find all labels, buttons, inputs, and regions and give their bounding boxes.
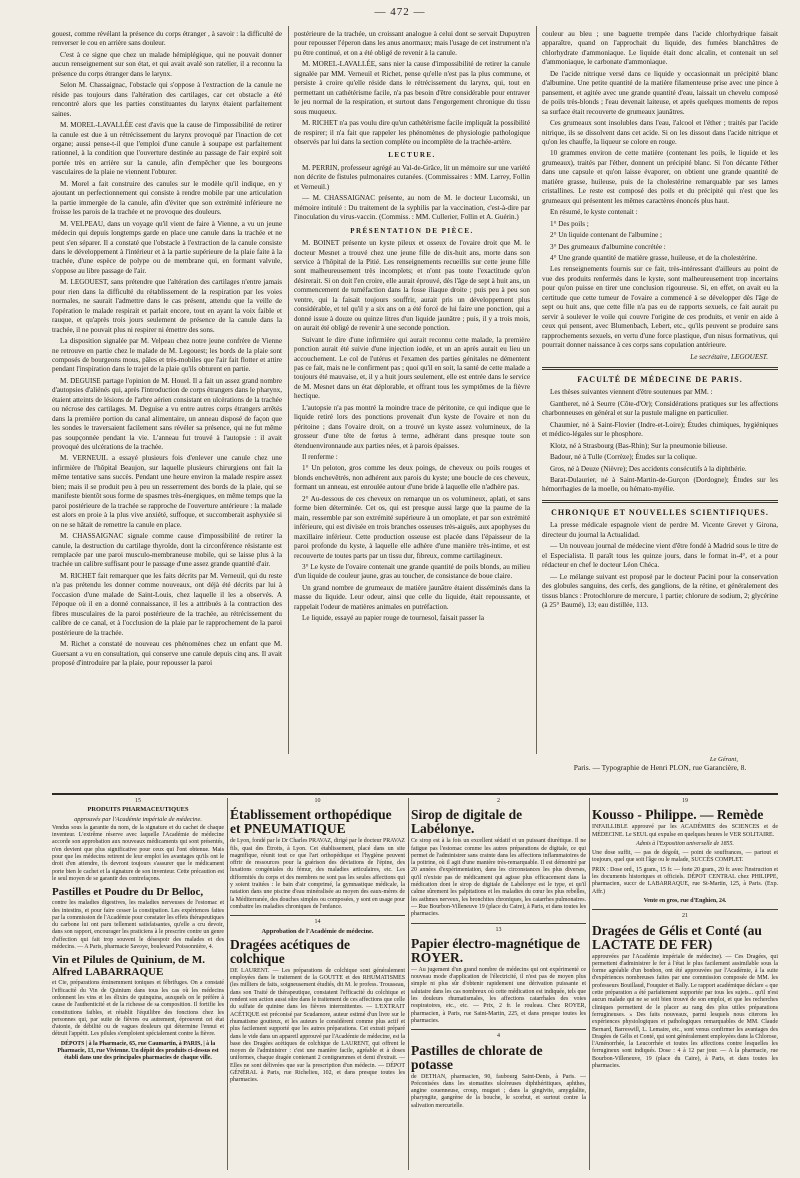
advert-column-3 xyxy=(411,798,586,1170)
paragraph: Chaumier, né à Saint-Flovier (Indre-et-Loire); Études chimiques, hygiéniques et médico-légales sur le phosphore. xyxy=(542,420,778,439)
paragraph: Les thèses suivantes viennent d'être soutenues par MM. : xyxy=(550,388,713,397)
signature: Le secrétaire, LEGOUEST. xyxy=(690,352,768,361)
ad-title-quinium: Vin et Pilules de Quinium, de M. Alfred LABARRAQUE xyxy=(52,954,205,979)
paragraph: 1° Un peloton, gros comme les deux poings, de cheveux ou poils rouges et blonds enchevêtrés, non adhérent aux parois du kyste; une boucle de ces cheveux, formant un anneau, est enroulée autour d'une bride à laquelle elle n'adhère pas. xyxy=(294,464,530,492)
gerant-label: Le Gérant, xyxy=(709,756,738,763)
section-heading-piece: PRÉSENTATION DE PIÈCE. xyxy=(350,226,474,235)
paragraph: M. RICHET n'a pas voulu dire qu'un cathétérisme facile impliquât la possibilité de respirer; il n'a fait que rappeler les phénomènes de physiologie pathologique observés par lui dans la section complète ou incomplète de la trachée-artère. xyxy=(294,119,530,146)
ad-title-dragees-colchique: Dragées acétiques de colchique xyxy=(230,936,350,966)
ad-title-kousso: Kousso - Philippe. — Remède xyxy=(592,807,764,823)
ad-text: de Lyon, fondé par le Dr Charles PRAVAZ, dirigé par le docteur PRAVAZ fils, quai des Étroits, à Lyon. Cet établissement, placé dans un site magnifique, réunit tout ce que l'art orthopédique et l'hygiène peuvent offrir de ressources pour la guérison des déviations de l'épine, des luxations congéniales du fémur, des maladies articulaires, etc. Les difformités du corps et des membres ne sont pas les seules affections qui y soient traitées : le bain d'air comprimé, la gymnastique médicale, la natation dans une piscine d'eau minéralisée au moyen des eaux-mères de la Méditerranée, des douches simples ou composées, y sont en usage pour combattre les maladies chroniques de l'enfance. xyxy=(230,838,405,910)
section-heading-lecture: LECTURE. xyxy=(388,151,436,160)
printer-footer xyxy=(542,756,778,772)
paragraph: Gros, né à Deuze (Nièvre); Des accidents consécutifs à la diphthérie. xyxy=(550,464,747,473)
paragraph: M. VERNEUIL a essayé plusieurs fois d'enlever une canule chez une infirmière de l'hôpital Beaujon, sur laquelle plusieurs chirurgiens ont fait la même tentative sans succès. Pendant une heure environ la malade respire assez bien; mais il se produit peu à peu un resserrement des bords de la plaie, qui se manifeste bientôt sous forme de spasmes très-énergiques, en même temps que la paroi postérieure de la trachée se rapproche de l'ouverture antérieure : la malade est alors en proie à la plus vive anxiété, suffoque, et succomberait asphyxiée si on ne se hâtait de remettre la canule en place. xyxy=(52,454,282,529)
divider xyxy=(542,367,778,370)
paragraph: Il renferme : xyxy=(302,453,338,462)
section-heading-chronique: CHRONIQUE ET NOUVELLES SCIENTIFIQUES. xyxy=(551,507,769,517)
paragraph: Les renseignements fournis sur ce fait, très-intéressant d'ailleurs au point de vue des produits renfermés dans le kyste, sont malheureusement trop incertains pour qu'on puisse en tirer une conclusion rigoureuse. Si, en effet, on avait eu la certitude que cette tumeur de l'ovaire a commencé à se développer dès l'âge de sept ou huit ans, que cette fille n'a pas eu de rapports sexuels, ce fait aurait pu servir à soulever le voile qui couvre l'origine de ces produits, et venir en aide à ceux qui pensent, avec Blumenbach, Lebert, etc., qu'ils peuvent se produire sans rapprochements sexuels, en vertu d'une force plastique, d'un nisus formativus, qui pourrait donner naissance à ces corps sans copulation antérieure. xyxy=(542,265,778,350)
ad-number: 10 xyxy=(314,798,321,804)
ad-text: de DETHAN, pharmacien, 90, faubourg Saint-Denis, à Paris. — Préconisées dans les stomatites ulcéreuses diphthéritiques, aphthes, angine couenneuse, croup, muguet ; dans la gingivite, amygdalite, pharyngite, gangrène de la bouche, le scorbut, et surtout contre la salivation mercurielle. xyxy=(411,1073,586,1109)
column-divider xyxy=(227,798,228,1170)
ad-title-belloc: Pastilles et Poudre du Dr Belloc, xyxy=(52,886,204,899)
paragraph: M. CHASSAIGNAC signale comme cause d'impossibilité de retirer la canule, la destruction du cartilage thyroïde, dont la circonférence résistante est remplacée par une paroi musculo-membraneuse mobile, qui se laisse plus à la trachée un calibre suffisant pour le passage d'une assez grande quantité d'air. xyxy=(52,532,282,569)
ad-number: 15 xyxy=(135,798,141,804)
paragraph: 2° Au-dessous de ces cheveux on remarque un os volumineux, aplati, et sans forme bien déterminée. Cet os, qui est presque aussi large que la paume de la main, ressemble par son extrémité supérieure à un omoplate, et par son extrémité inférieure, qui est divisée en trois branches osseuses très-aiguës, aux apophyses du maxillaire inférieur. Cette production osseuse est placée dans l'épaisseur de la paroi profonde du kyste, à laquelle elle adhère d'une manière très-intime, et est recouverte de toutes parts par un tissu dur, fibreux, comme cartilagineux. xyxy=(294,494,530,560)
ad-text: Ce sirop est à la fois un excellent sédatif et un puissant diurétique. Il ne fatigue pas l'estomac comme les autres préparations de digitale, ce qui permet de l'administrer sans crainte dans les affections inflammatoires de la poitrine, où il agit d'une manière très-remarquable. Il est démontré par 20 années d'expérimentation, dans les circonstances les plus diverses, qu'il n'existe pas de médicament qui agisse plus efficacement dans la médication dont le sirop de digitale de Labélonye est le type, et qu'il calme sûrement les palpitations et les maladies du cœur les plus rebelles, les asthmes nerveux, les bronchites chroniques, les catarrhes pulmonaires. — Rue Bourbon-Villeneuve 19 (place du Caire), à Paris, et dans toutes les pharmacies. xyxy=(411,838,586,918)
paragraph: — Le mélange suivant est proposé par le docteur Pacini pour la conservation des globules sanguins, des cerfs, des ganglions, de la rétine, et généralement des tissus blancs : Protochlorure de mercure, 1 partie; chlorure de sodium, 2; glycérine (à 25° Baumé), 13; eau distillée, 113. xyxy=(542,572,778,610)
advert-column-4 xyxy=(592,798,778,1170)
ad-approbation: Approbation de l'Académie de médecine. xyxy=(261,927,374,935)
divider xyxy=(542,500,778,503)
ad-text: approuvées par l'Académie impériale de médecine). — Ces Dragées, qui permettent d'administrer le fer à l'état le plus facilement assimilable sous la forme agréable d'un bonbon, ont été approuvées par l'Académie, à la suite d'expériences nombreuses faites par une commission composée de MM. les professeurs Bouillaud, Fouquier et Bally. Le rapport académique déclare « que cette préparation a été parfaitement supportée par tous les sujets... qu'il n'est aucun malade qui ne se soit bien trouvé de son emploi, et que les recherches cliniques permettent de le placer au rang des plus utiles préparations ferrugineuses. » Des faits nouveaux, parmi lesquels nous citerons les expériences physiologiques et pathologiques remarquables de MM. Claude Bernard, Barreswill, L. Lemaire, etc., sont venus confirmer les avantages des Dragées de Gélis et Conté, qui sont généralement employées dans la Chlorose, l'Aménorrhée, la Leucorrhée et toutes les affections contre lesquelles les ferrugineux sont indiqués. Dose : 4 à 12 par jour. — A la pharmacie, rue Bourbon-Villeneuve, 19 (place du Caire), à Paris, et dans toutes les pharmacies. xyxy=(592,953,778,1070)
ad-text: contre les maladies digestives, les maladies nerveuses de l'estomac et des intestins, et pour faire cesser la constipation. Les expériences faites par la commission de l'Académie pour constater les effets thérapeutiques du carbone lui ont paru tellement satisfaisantes, qu'elle a cru devoir, dans son rapport, encourager les praticiens à le prescrire contre un genre d'affection qui fait trop souvent le désespoir des malades et des médecins. — A Paris, pharmacie Savoye, boulevard Poissonnière, 4. xyxy=(52,900,224,951)
paragraph: La disposition signalée par M. Velpeau chez notre jeune confrère de Vienne ne retrouve en partie chez le malade de M. Legouest; les bords de la plaie sont composés de bourgeons mous, pâles et très-mobiles que l'air fait flotter et attire pendant l'inspiration dans le trajet de la plaie qu'ils obturent en partie. xyxy=(52,337,282,374)
paragraph: 1° Des poils ; xyxy=(550,219,589,228)
ad-text: DE LAURENT. — Les préparations de colchique sont généralement employées dans le traitement de la GOUTTE et des RHUMATISMES (les milliers de faits, soigneusement étudiés, dit M. le profess. Trousseau, dans son Traité de thérapeutique, constatent l'efficacité du colchique et rendent son action aussi sûre dans le traitement de ces affections que celle du sulfate de quinine dans les fièvres intermittentes. — L'EXTRAIT ACÉTIQUE est préconisé par Scudamore, auteur estimé d'un livre sur le rhumatisme goutteux, et les auteurs le considèrent comme plus actif et plus facilement supporté que les autres préparations. Cet extrait préparé dans le vide dans un appareil approuvé par l'Académie de médecine, est la base des Dragées acétiques de colchique de LAURENT, qui offrent le moyen de l'administrer : c'est une manière facile, agréable et à doses uniformes, chaque dragée contenant 2 centigrammes et demi d'extrait. — Elles ne sont délivrées que sur la prescription d'un médecin. — DÉPOT GÉNÉRAL à Paris, rue Richelieu, 102, et dans presque toutes les pharmacies. xyxy=(230,967,405,1084)
ad-separator xyxy=(230,915,405,916)
paragraph: M. LEGOUEST, sans prétendre que l'altération des cartilages n'entre jamais pour rien dans la difficulté du rétablissement de la respiration par les voies normales, ne saurait l'admettre dans le cas présent, attendu que la veille de l'opération le malade respirait et parlait encore, tout en ayant la voix faible et rauque, et qu'après trois jours seulement de présence de la canule dans la trachée, il ne pouvait plus ni respirer ni émettre des sons. xyxy=(52,278,282,334)
paragraph: En résumé, le kyste contenait : xyxy=(550,208,638,217)
ad-depots: DÉPOTS | à la Pharmacie, 65, rue Caumartin, à PARIS, | à la Pharmacie, 13, rue Vivienne. Un dépôt des produits ci-dessus est établi dans une des principales pharmacies de chaque ville. xyxy=(57,1040,219,1062)
imprint: Paris. — Typographie de Henri PLON, rue Garancière, 8. xyxy=(573,763,747,772)
paragraph: Selon M. Chassaignac, l'obstacle qui s'oppose à l'extraction de la canule ne réside pas toujours dans l'altération des cartilages, car cet obstacle a été rencontré alors que les parties constituantes du larynx étaient parfaitement saines. xyxy=(52,81,282,118)
paragraph: gouest, comme révélant la présence du corps étranger , à savoir : la difficulté de renverser le cou en arrière sans douleur. xyxy=(52,30,282,48)
column-divider xyxy=(536,26,537,754)
paragraph: M. PERRIN, professeur agrégé au Val-de-Grâce, lit un mémoire sur une variété non décrite de fistules pulmonaires cutanées. (Commissaires : MM. Larrey, Follin et Verneuil.) xyxy=(294,163,530,191)
paragraph: — Un nouveau journal de médecine vient d'être fondé à Madrid sous le titre de el Especialista. Il paraît tous les quinze jours, dans le format in-4°, et a pour rédacteur en chef le docteur Léon Chéca. xyxy=(542,542,778,570)
ad-title-sirop: Sirop de digitale de Labélonye. xyxy=(411,807,523,837)
paragraph: 2° Un liquide contenant de l'albumine ; xyxy=(550,231,663,240)
column-divider xyxy=(288,26,289,754)
ad-number: 4 xyxy=(497,1033,500,1040)
ad-title-etablissement: Établissement orthopédique et PNEUMATIQUE xyxy=(230,807,392,837)
ad-text: Admis à l'Exposition universelle de 1855. xyxy=(636,840,734,847)
ad-separator xyxy=(592,909,778,910)
ad-number: 14 xyxy=(314,919,321,926)
advert-divider xyxy=(52,793,778,795)
ad-text: PRIX : Dose ord., 15 gram., 15 fr. — forte 20 gram., 20 fr. avec l'instruction et les documents historiques et officiels. DÉPOT CENTRAL chez PHILIPPE, pharmacien, succr de LABARRAQUE, rue St-Martin, 125, à Paris. (Exp. Affr.) xyxy=(592,866,778,895)
paragraph: C'est à ce signe que chez un malade hémiplégique, qui ne pouvait donner aucun renseignement sur son état, et qui avait avalé son ratelier, il a reconnu la présence du corps étranger dans le larynx. xyxy=(52,50,282,78)
paragraph: Un grand nombre de grumeaux de matière jaunâtre étaient disséminés dans la masse du liquide. Leur odeur, ainsi que celle du liquide, était repoussante, et rappelait l'odeur de matières animales en putréfaction. xyxy=(294,583,530,611)
paragraph: 10 grammes environ de cette matière (contenant les poils, le liquide et les grumeaux), traités par l'éther, donnent un précipité blanc. Si l'on décante l'éther dans une capsule et qu'on laisse évaporer, on obtient une grande quantité de matière grasse, huileuse, puis de la cholestérine remarquable par ses lames cristallines. Le reste est composé des poils et du précipité qui n'est que les grumeaux qui présentent les mêmes caractères énoncés plus haut. xyxy=(542,149,778,205)
ad-number: 19 xyxy=(682,798,688,804)
column-divider xyxy=(589,798,590,1170)
paragraph: De l'acide nitrique versé dans ce liquide y occasionnait un précipité blanc d'albumine. Une petite quantité de la matière filamenteuse prise avec une pince à pansement, et agitée avec une grande quantité d'eau, laissait un chevelu composé de poils très-blonds ; l'eau devenait laiteuse, et après quelques moments de repos sa surface était recouverte de grumeaux jaunâtres. xyxy=(542,69,778,116)
paragraph: M. RICHET fait remarquer que les faits décrits par M. Verneuil, qui du reste n'a pas prétendu les donner comme nouveaux, ont déjà été décrits par lui à l'occasion d'une malade de Saint-Louis, chez laquelle il les a observés. A l'époque où il en a donné connaissance, il les a attribués à la contraction des fibres musculaires de la paroi postérieure de la trachée, au rétrécissement du calibre de ce canal, et à l'occlusion de la plaie par le rapprochement de la paroi postérieure de la trachée. xyxy=(52,571,282,637)
ad-number: 13 xyxy=(495,926,502,933)
paragraph: Barat-Dulaurier, né à Saint-Martin-de-Gurçon (Dordogne); Études sur les hémorrhagies de la moelle, ou hémato-myélie. xyxy=(542,476,778,494)
paragraph: Ces grumeaux sont insolubles dans l'eau, l'alcool et l'éther ; traités par l'acide nitrique, ils se dissolvent dans cet acide. Si on les dissout dans l'acide nitrique et qu'on les chauffe, la liqueur se colore en rouge. xyxy=(542,119,778,146)
paragraph: 3° Le kyste de l'ovaire contenait une grande quantité de poils blonds, au milieu d'un liquide de couleur jaune, gras au toucher, de consistance de boue claire. xyxy=(294,563,530,581)
ad-title-papier: Papier électro-magnétique de ROYER. xyxy=(411,935,580,965)
page-number: — 472 — xyxy=(374,6,426,18)
column-divider xyxy=(408,798,409,1170)
ad-text: Vente en gros, rue d'Enghien, 24. xyxy=(643,897,727,904)
ad-title-pastilles: Pastilles de chlorate de potasse xyxy=(411,1042,543,1072)
ad-heading: PRODUITS PHARMACEUTIQUES xyxy=(87,806,189,814)
paragraph: Badour, né à Tulle (Corrèze); Études sur la colique. xyxy=(550,453,697,462)
paragraph: M. Richet a constaté de nouveau ces phénomènes chez un enfant que M. Guersant a vu en consultation, qui conserve une canule depuis cinq ans. Il avait proposé d'introduire par la plaie, pour repousser la paroi xyxy=(52,640,282,667)
article-column-2 xyxy=(294,30,530,750)
paragraph: La presse médicale espagnole vient de perdre M. Vicente Grevet y Girona, directeur du journal la Actualidad. xyxy=(542,521,778,539)
paragraph: M. DEGUISE partage l'opinion de M. Houel. Il a fait un assez grand nombre d'autopsies d'aliénés qui, après l'introduction de corps étrangers dans le pharynx, étaient atteints de lésions de l'arbre aérien consistant en ulcérations de la trachée ou nécrose des cartilages. M. Deguise a vu entre autres corps étrangers arrêtés dans la première portion du canal alimentaire, un anneau disposé de façon que les sondes le traversaient facilement sans révéler sa présence, qui ne fut même pas soupçonnée pendant la vie. L'anneau fut trouvé à l'autopsie : il avait provoqué des ulcérations de la trachée. xyxy=(52,376,282,452)
ad-text: Vendus sous la garantie du nom, de la signature et du cachet de chaque inventeur. L'extrême réserve avec laquelle l'Académie de médecine accorde son approbation aux nouveaux médicaments qui sont présentés, n'en devient que plus significative pour ceux qui l'ont obtenue. Mais pour que les médecins retirent de leur emploi les avantages qu'ils ont le droit d'en attendre, ils devront toujours s'assurer que le médicament porte bien le cachet et la signature de son inventeur. Cette précaution est le seul moyen de se garantir des contrefaçons. xyxy=(52,824,224,882)
article-column-1 xyxy=(52,30,282,750)
paragraph: M. VELPEAU, dans un voyage qu'il vient de faire à Vienne, a vu un jeune médecin qui depuis longtemps garde en place une canule dans la trachée et ne peut s'en séparer. Il a constaté que l'obstacle à l'extraction de la canule consiste dans le développement à l'intérieur et à la partie supérieure de la plaie faite à la trachée, d'une espèce de polype ou de membrane qui, en formant valvule, s'oppose au libre passage de l'air. xyxy=(52,219,282,275)
paragraph: M. BOINET présente un kyste pileux et osseux de l'ovaire droit que M. le docteur Mesnet a trouvé chez une jeune fille de dix-huit ans, morte dans son service à l'hôpital de la Pitié. Les renseignements recueillis sur cette jeune fille sont malheureusement très incomplets; et n'ont pas toute l'exactitude qu'on désirerait. Si on doit l'en croire, elle aurait éprouvé, dès l'âge de sept à huit ans, un commencement de tuméfaction dans la fosse iliaque droite ; puis peu à peu son ventre, qui la faisait toujours souffrir, aurait pris un développement plus considérable, et tel qu'il y a six ans on a été forcé de lui faire une ponction, qui a donné issue à douze ou quinze litres d'un liquide jaunâtre ; puis, il y a trois mois, on aurait été obligé de revenir à une seconde ponction. xyxy=(294,239,530,333)
paragraph: M. MOREL-LAVALLÉE, sans nier la cause d'impossibilité de retirer la canule signalée par MM. Verneuil et Richet, pense qu'elle n'est pas la plus commune, et persiste à croire qu'elle réside dans le rétrécissement du larynx, qui, tout en permettant un cathétérisme facile, n'a pas besoin d'être considérable pour entraver le jeu normal de la respiration, et surtout dans l'engorgement chronique du tissu sous muqueux. xyxy=(294,60,530,116)
ad-separator xyxy=(411,1029,586,1030)
paragraph: Klotz, né à Strasbourg (Bas-Rhin); Sur la pneumonie bilieuse. xyxy=(550,441,728,450)
paragraph: Le liquide, essayé au papier rouge de tournesol, faisait passer la xyxy=(302,614,485,623)
paragraph: M. Morel a fait construire des canules sur le modèle qu'il indique, en y ajoutant un perfectionnement qui consiste à rendre mobile par une articulation la partie immergée de la canule, afin d'éviter que son extrémité inférieure ne froisse les parois de la trachée et ne provoque des douleurs. xyxy=(52,179,282,217)
ad-text: INFAILLIBLE approuvé par les ACADÉMIES des SCIENCES et de MÉDECINE. Le SEUL qui expulse en quelques heures le VER SOLITAIRE. xyxy=(592,824,778,838)
ad-number: 21 xyxy=(682,913,688,920)
paragraph: M. MOREL-LAVALLÉE cest d'avis que la cause de l'impossibilité de retirer la canule est due à un rétrécissement du larynx provoqué par l'inaction de cet organe; aussi pense-t-il que l'emploi d'une canule à soupape est parfaitement rationnel, à la condition que l'ouverture destinée au passage de l'air expiré soit portée très en arrière sur la canule, afin d'empêcher que les bourgeons vasculaires de la plaie ne viennent l'obturer. xyxy=(52,121,282,177)
paragraph: postérieure de la trachée, un croissant analogue à celui dont se servait Dupuytren pour repousser l'éperon dans les anus anormaux; mais l'usage de cet instrument n'a pu être continué, et on a été obligé de revenir à la canule. xyxy=(294,30,530,57)
section-heading-faculte: FACULTÉ DE MÉDECINE DE PARIS. xyxy=(577,374,743,384)
paragraph: Gantheret, né à Seurre (Côte-d'Or); Considérations pratiques sur les affections charbonneuses en général et sur la pustule maligne en particulier. xyxy=(542,399,778,418)
advert-column-1 xyxy=(52,798,224,1170)
ad-text: — Au jugement d'un grand nombre de médecins qui ont expérimenté ce nouveau mode d'application de l'électricité, il n'est pas de moyen plus simple ni plus sûr d'obtenir rapidement une dérivation puissante et salutaire dans les cas nombreux où cette médication est indiquée, tels que les douleurs rhumatismales, les affections catarrhales des voies respiratoires, etc., etc. — Prix, 2 fr. le rouleau. Chez ROYER, pharmacien, à Paris, rue Saint-Martin, 225, et dans presque toutes les pharmacies. xyxy=(411,966,586,1024)
paragraph: 4° Une grande quantité de matière grasse, huileuse, et de la cholestérine. xyxy=(550,253,758,262)
ad-text: Une dose suffit, — pas de dégoût, — point de souffrances, — partout et toujours, quel que soit l'âge ou le malade, SUCCÈS COMPLET. xyxy=(592,850,778,864)
ad-separator xyxy=(411,923,586,924)
paragraph: couleur au bleu ; une baguette trempée dans l'acide chlorhydrique faisait apparaître, quand on l'approchait du liquide, des fumées blanchâtres de chlorhydrate d'ammoniaque. Le liquide était donc alcalin, et contenait un sel d'ammoniaque, le carbonate d'ammoniaque. xyxy=(542,30,778,67)
paragraph: Suivant le dire d'une infirmière qui aurait reconnu cette malade, la première ponction aurait été suivie d'une injection iodée, et un an après aurait eu lieu un accouchement. Le col de l'utérus et l'examen des parties génitales ne démentent pas ce fait, mais ne le confirment pas ; quoi qu'il en soit, la santé de cette malade a toujours été mauvaise, et, il y a huit jours seulement, elle est entrée dans le service de M. Mesnet dans un état déplorable, et offrant tous les symptômes de la fièvre hectique. xyxy=(294,335,530,401)
ad-text: et Cie, préparations éminemment toniques et fébrifuges. On a constaté l'efficacité du Vin de Quinium dans tous les cas où les médecins ordonnent les vins et les élixirs de quinquina, auxquels on le préfère à cause de l'authenticité et de la richesse de sa composition. Il fortifie les constitutions faibles, et rétablit l'équilibre des fonctions chez les personnes qui, par suite de fièvres ou autrement, éprouvent cet état d'atonie, de débilité ou de vagues douleurs qui détermine l'ennui et détruit l'appétit. Les pilules s'emploient spécialement contre la fièvre. xyxy=(52,980,224,1038)
paragraph: L'autopsie n'a pas montré la moindre trace de péritonite, ce qui indique que le liquide retiré lors des ponctions provenait d'un kyste de l'ovaire et non du péritoine ; dans l'ovaire droit, on a trouvé un kyste assez volumineux, de la grosseur d'une tête de fœtus à terme, adhérant dans presque toute son étenduenvironnaude aux parties nées, et à parois épaisses. xyxy=(294,403,530,450)
paragraph: 3° Des grumeaux d'albumine concrétée : xyxy=(550,242,666,251)
advert-column-2 xyxy=(230,798,405,1170)
paragraph: — M. CHASSAIGNAC présente, au nom de M. le docteur Lucomski, un mémoire intitulé : Du traitement de la syphilis par la vaccination, c'est-à-dire par l'inoculation du virus-vaccin. (Commiss. : MM. Cullerier, Follin et A. Guérin.) xyxy=(294,194,530,222)
ad-subheading: approuvés par l'Académie impériale de médecine. xyxy=(74,815,202,823)
ad-title-gelis: Dragées de Gélis et Conté (au LACTATE DE FER) xyxy=(592,922,762,952)
article-column-3 xyxy=(542,30,778,750)
ad-number: 2 xyxy=(497,798,500,804)
